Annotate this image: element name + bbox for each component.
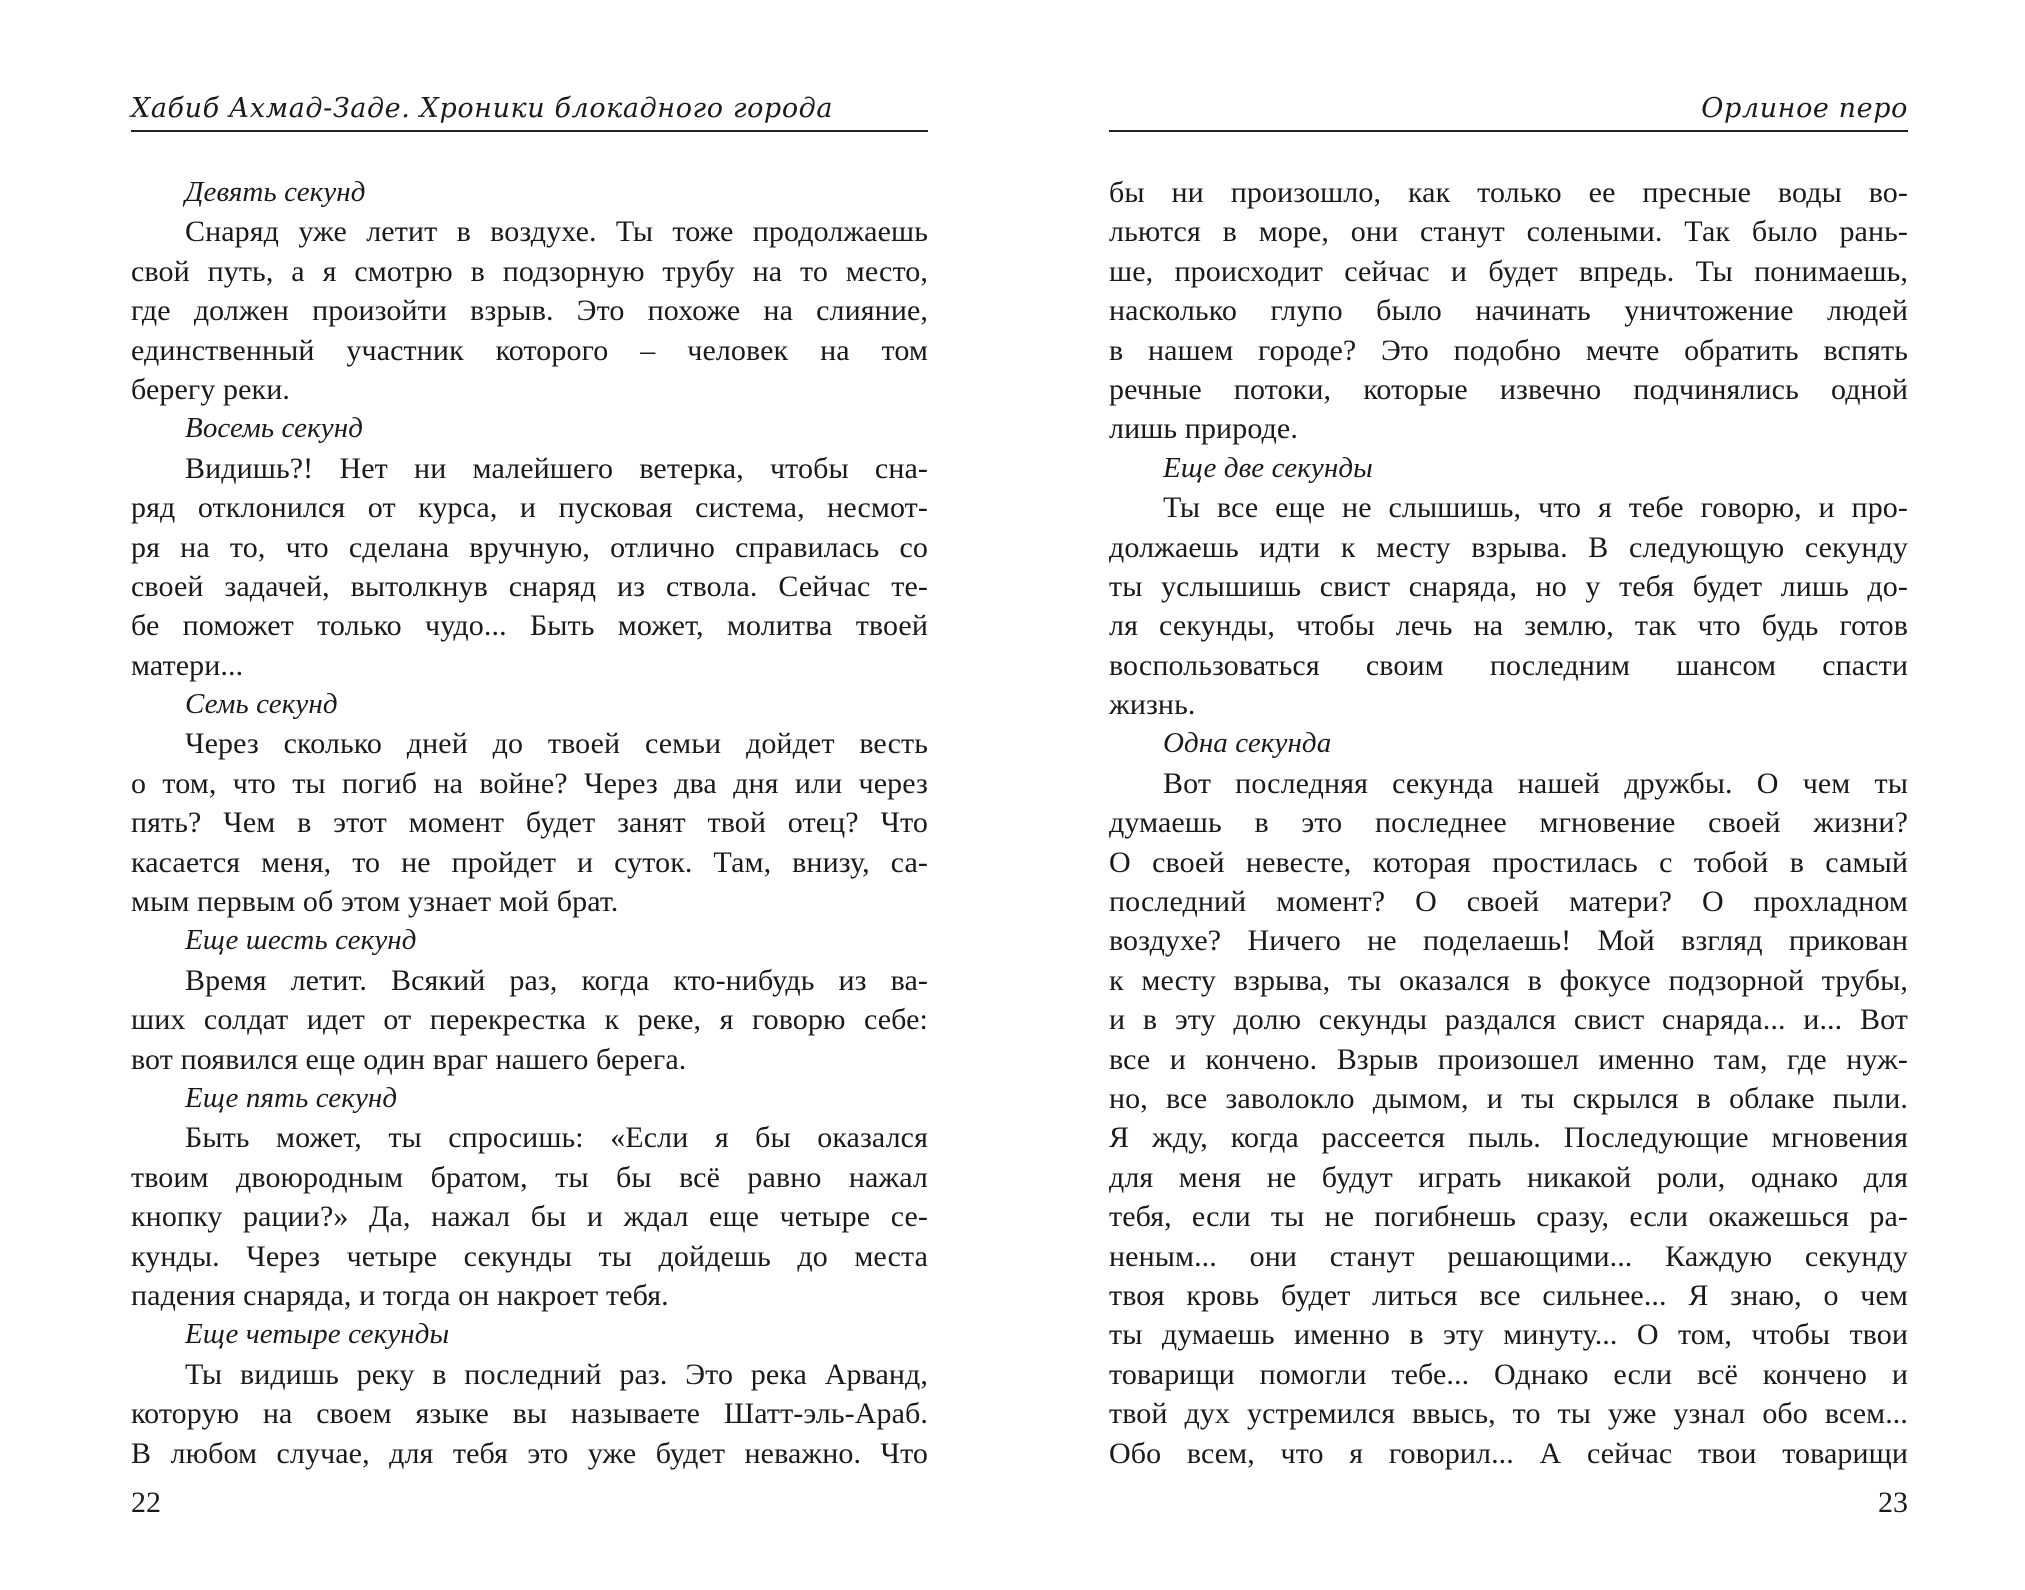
text-line: ше, происходит сейчас и будет впредь. Ты понимаешь, [1109,254,1908,288]
text-line: кунды. Через четыре секунды ты дойдешь до места [131,1239,928,1273]
text-line: где должен произойти взрыв. Это похоже на слияние, [131,294,928,328]
text-line: бы ни произошло, как только ее пресные воды во- [1109,176,1908,209]
text-line: воспользоваться своим последним шансом спасти [1109,648,1908,682]
text-line: В любом случае, для тебя это уже будет неважно. Что [131,1436,928,1470]
text-line: ряд отклонился от курса, и пусковая система, несмот- [131,491,928,525]
text-line: матери... [131,648,244,682]
text-line: насколько глупо было начинать уничтожение людей [1109,294,1908,328]
text-line: свой путь, а я смотрю в подзорную трубу на то место, [131,254,928,288]
page-body-right [1109,173,1908,1473]
text-line: Снаряд уже летит в воздухе. Ты тоже продолжаешь [185,215,928,249]
right-page [1109,0,1908,1590]
text-line: мым первым об этом узнает мой брат. [131,885,619,919]
text-line: жизнь. [1109,688,1196,722]
text-line: о том, что ты погиб на войне? Через два дня или через [131,766,928,800]
text-line: Ты все еще не слышишь, что я тебе говорю, и про- [1163,491,1908,525]
text-line: Вот последняя секунда нашей дружбы. О чем ты [1163,766,1908,800]
text-line: все и кончено. Взрыв произошел именно там, где нуж- [1109,1042,1908,1076]
text-line: неным... они станут решающими... Каждую секунду [1109,1239,1908,1273]
text-line: падения снаряда, и тогда он накроет тебя. [131,1278,669,1312]
text-line: думаешь в это последнее мгновение своей жизни? [1109,806,1908,840]
text-line: ты думаешь именно в эту минуту... О том, чтобы твои [1109,1318,1908,1352]
text-line: пять? Чем в этот момент будет занят твой отец? Что [131,806,928,840]
section-subheading: Девять секунд [185,176,366,208]
text-line: и в эту долю секунды раздался свист снаряда... и... Вот [1109,1003,1908,1037]
section-subheading: Еще шесть секунд [185,924,417,957]
text-line: воздухе? Ничего не поделаешь! Мой взгляд прикован [1109,924,1908,958]
text-line: ря на то, что сделана вручную, отлично справилась со [131,530,928,564]
text-line: твоим двоюродным братом, ты бы всё равно нажал [131,1160,928,1194]
text-line: Ты видишь реку в последний раз. Это река Арванд, [185,1357,928,1391]
running-head-left [131,92,928,132]
text-line: для меня не будут играть никакой роли, однако для [1109,1160,1908,1194]
text-line: но, все заволокло дымом, и ты скрылся в облаке пыли. [1109,1081,1908,1115]
text-line: ты услышишь свист снаряда, но у тебя будет лишь до- [1109,569,1908,603]
text-line: кнопку рации?» Да, нажал бы и ждал еще четыре се- [131,1200,928,1234]
section-subheading: Еще две секунды [1163,451,1373,484]
text-line: ших солдат идет от перекрестка к реке, я говорю себе: [131,1003,928,1037]
page-number-right: 23 [1878,1486,1908,1519]
text-line: Я жду, когда рассеется пыль. Последующие мгновения [1109,1121,1908,1155]
text-line: речные потоки, которые извечно подчинялись одной [1109,372,1908,406]
running-head-text: Хабиб Ахмад-Заде. Хроники блокадного города [131,93,834,124]
section-subheading: Семь секунд [185,688,338,721]
page-number-left: 22 [131,1486,161,1519]
section-subheading: Одна секунда [1163,727,1332,760]
page-body-left [131,173,928,1473]
section-subheading: Восемь секунд [185,412,363,445]
text-line: которую на своем языке вы называете Шатт-эль-Араб. [131,1397,928,1431]
text-line: товарищи помогли тебе... Однако если всё кончено и [1109,1357,1908,1391]
text-line: берегу реки. [131,372,290,406]
text-line: бе поможет только чудо... Быть может, молитва твоей [131,609,928,643]
text-line: последний момент? О своей матери? О прохладном [1109,885,1908,919]
text-line: ля секунды, чтобы лечь на землю, так что будь готов [1109,609,1908,643]
text-line: льются в море, они станут солеными. Так было рань- [1109,215,1908,249]
text-line: должаешь идти к месту взрыва. В следующую секунду [1109,530,1908,564]
text-line: твоя кровь будет литься все сильнее... Я знаю, о чем [1109,1278,1908,1312]
running-head-text: Орлиное перо [1701,93,1908,124]
section-subheading: Еще пять секунд [185,1081,398,1114]
section-subheading: Еще четыре секунды [185,1318,450,1351]
text-line: вот появился еще один враг нашего берега. [131,1042,687,1076]
text-line: к месту взрыва, ты оказался в фокусе подзорной трубы, [1109,963,1908,997]
text-line: тебя, если ты не погибнешь сразу, если окажешься ра- [1109,1200,1908,1234]
text-line: касается меня, то не пройдет и суток. Там, внизу, са- [131,845,928,879]
text-line: Через сколько дней до твоей семьи дойдет весть [185,727,928,761]
left-page [131,0,928,1590]
text-line: Обо всем, что я говорил... А сейчас твои товарищи [1109,1436,1908,1470]
text-line: Время летит. Всякий раз, когда кто-нибудь из ва- [185,963,928,997]
text-line: О своей невесте, которая простилась с тобой в самый [1109,845,1908,879]
running-head-right [1109,92,1908,132]
text-line: своей задачей, вытолкнув снаряд из ствола. Сейчас те- [131,569,928,603]
text-line: лишь природе. [1109,412,1298,446]
text-line: Видишь?! Нет ни малейшего ветерка, чтобы сна- [185,451,928,485]
text-line: Быть может, ты спросишь: «Если я бы оказался [185,1121,928,1155]
text-line: твой дух устремился ввысь, то ты уже узнал обо всем... [1109,1397,1908,1431]
text-line: в нашем городе? Это подобно мечте обратить вспять [1109,333,1908,367]
text-line: единственный участник которого – человек на том [131,333,928,367]
